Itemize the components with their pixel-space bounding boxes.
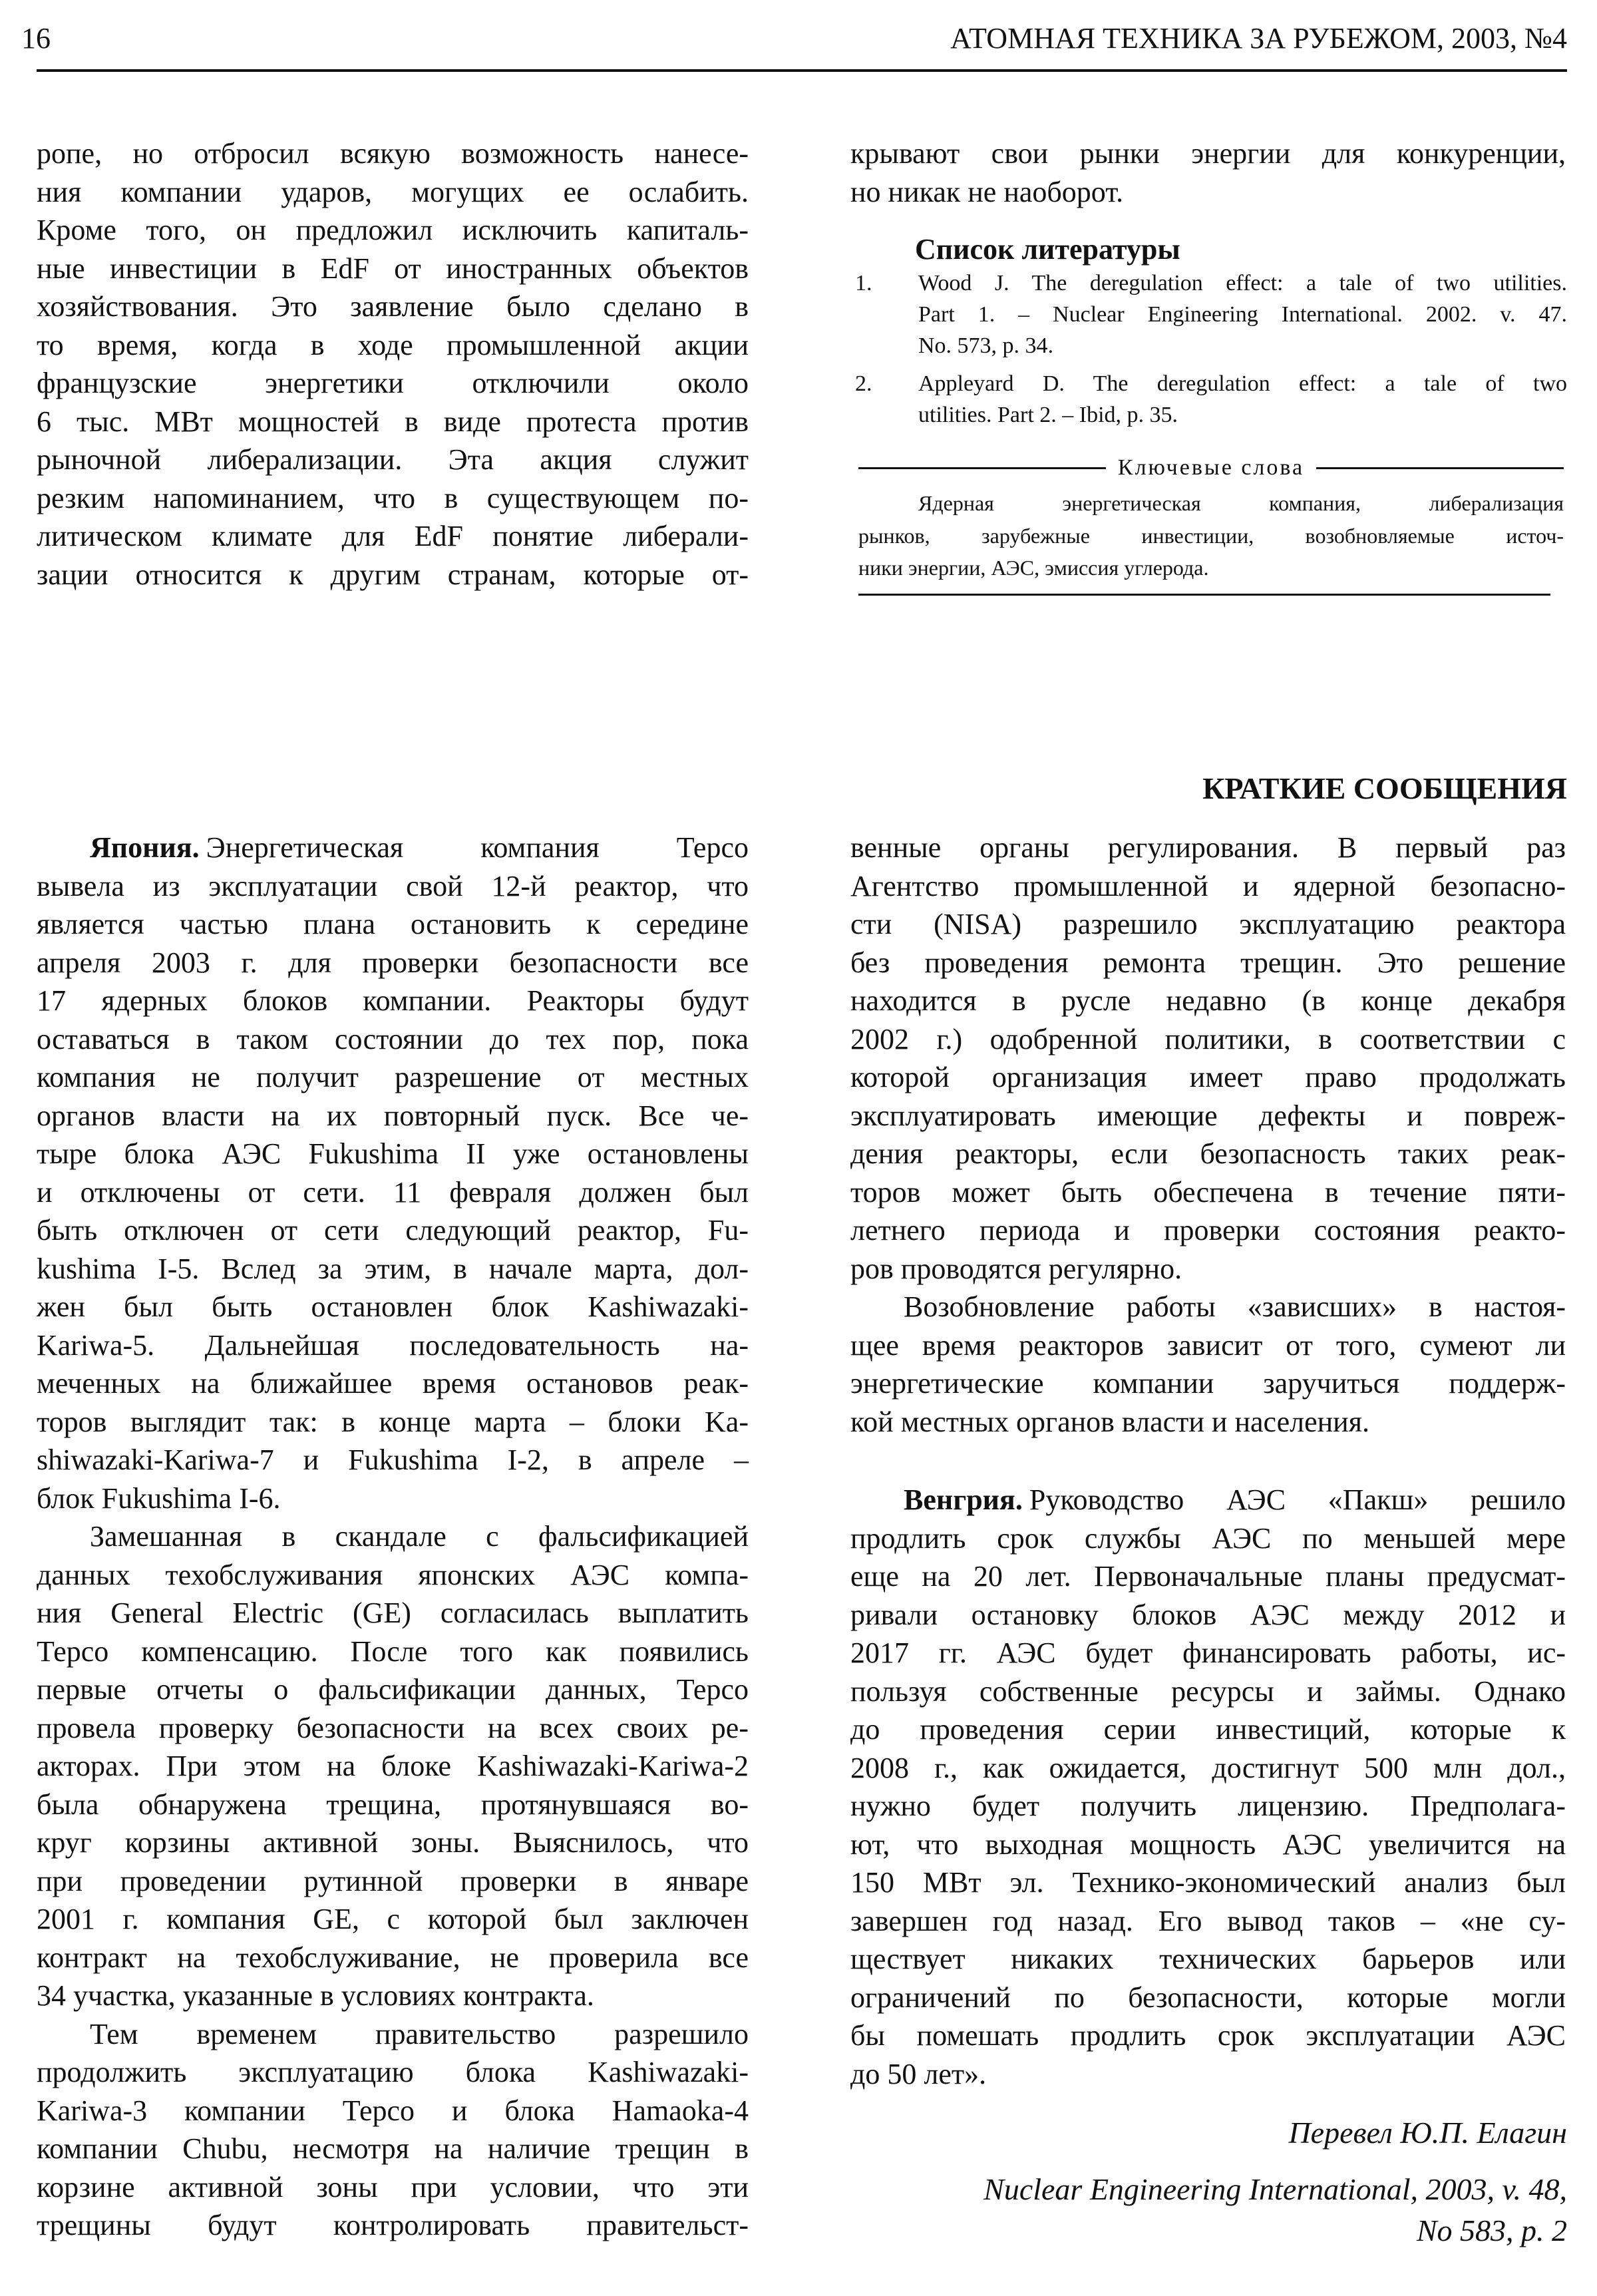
- text-line: компания не получит разрешение от местных: [37, 1061, 749, 1093]
- text-line: дения реакторы, если безопасность таких реак-: [850, 1137, 1566, 1170]
- paragraph-lead: Венгрия.: [904, 1483, 1023, 1516]
- text-line: крывают свои рынки энергии для конкуренции,: [850, 137, 1566, 170]
- text-line: без проведения ремонта трещин. Это решение: [850, 946, 1566, 979]
- text-line: 6 тыс. МВт мощностей в виде протеста против: [37, 405, 749, 438]
- article-continuation-right: [850, 134, 1566, 211]
- text-line: хозяйствования. Это заявление было сделано в: [37, 290, 749, 323]
- text-line: ривали остановку блоков АЭС между 2012 и: [850, 1598, 1566, 1631]
- text-line: но никак не наоборот.: [850, 175, 1124, 208]
- reference-number: 2.: [855, 371, 872, 396]
- text-line: тыре блока АЭС Fukushima II уже остановлены: [37, 1137, 749, 1170]
- text-line: 150 МВт эл. Технико-экономический анализ был: [850, 1866, 1566, 1899]
- text-line: Тем временем правительство разрешило: [90, 2017, 749, 2050]
- text-line: Part 1. – Nuclear Engineering International. 2002. v. 47.: [918, 302, 1567, 327]
- text-line: летнего периода и проверки состояния реакто-: [850, 1214, 1566, 1246]
- paragraph: [850, 1288, 1566, 1441]
- text-line: торов выглядит так: в конце марта – блоки Ka-: [37, 1405, 749, 1438]
- text-line: еще на 20 лет. Первоначальные планы предусмат-: [850, 1560, 1566, 1593]
- text-line: при проведении рутинной проверки в январе: [37, 1864, 749, 1897]
- paragraph: [37, 134, 749, 594]
- reference-number: 1.: [855, 271, 872, 295]
- text-line: пользуя собственные ресурсы и займы. Однако: [850, 1674, 1566, 1708]
- article-continuation-left: [37, 134, 749, 594]
- text-line: ров проводятся регулярно.: [850, 1252, 1182, 1285]
- text-line: органов власти на их повторный пуск. Все че-: [37, 1099, 749, 1132]
- text-line: оставаться в таком состоянии до тех пор, пока: [37, 1022, 749, 1055]
- paragraph: [37, 1517, 749, 2015]
- text-line: литическом климате для EdF понятие либерали-: [37, 520, 749, 552]
- text-line: Appleyard D. The deregulation effect: a tale of two: [918, 371, 1567, 396]
- text-line: и отключены от сети. 11 февраля должен был: [37, 1175, 749, 1209]
- paragraph: [37, 829, 749, 1517]
- text-line: бы помешать продлить срок эксплуатации АЭС: [850, 2019, 1566, 2052]
- text-line: нужно будет получить лицензию. Предполага-: [850, 1790, 1566, 1822]
- text-line: ществует никаких технических барьеров или: [850, 1943, 1566, 1975]
- section-title: КРАТКИЕ СООБЩЕНИЯ: [1202, 771, 1567, 805]
- text-line: Агентство промышленной и ядерной безопасно-: [850, 869, 1566, 902]
- text-line: 2017 гг. АЭС будет финансировать работы, ис-: [850, 1636, 1566, 1669]
- keywords-rule-left: [858, 467, 1106, 469]
- text-line: корзине активной зоны при условии, что эти: [37, 2170, 749, 2203]
- text-line: Япония. Энергетическая компания Терсо: [90, 831, 749, 864]
- reference-text: [918, 368, 1567, 431]
- translator-credit: Перевел Ю.П. Елагин: [1288, 2116, 1567, 2150]
- text-line: kushima I-5. Вслед за этим, в начале марта, дол-: [37, 1252, 749, 1285]
- text-line: ют, что выходная мощность АЭС увеличится на: [850, 1827, 1566, 1861]
- text-line: рынков, зарубежные инвестиции, возобновляемые источ-: [858, 523, 1564, 548]
- header-divider: [37, 69, 1567, 72]
- text-line: до 50 лет».: [850, 2057, 987, 2090]
- keywords-rule-right: [1316, 467, 1564, 469]
- news-japan-continued: [850, 829, 1566, 1441]
- text-line: то время, когда в ходе промышленной акции: [37, 328, 749, 361]
- source-citation-line1: Nuclear Engineering International, 2003, v. 48,: [983, 2172, 1567, 2206]
- text-line: торов может быть обеспечена в течение пяти-: [850, 1175, 1566, 1209]
- text-line: shiwazaki-Kariwa-7 и Fukushima I-2, в апреле –: [37, 1443, 749, 1476]
- text-line: первые отчеты о фальсификации данных, Терсо: [37, 1673, 749, 1706]
- source-citation-line2: No 583, p. 2: [1416, 2213, 1567, 2247]
- text-line: находится в русле недавно (в конце декабря: [850, 984, 1566, 1017]
- text-line: данных техобслуживания японских АЭС компа-: [37, 1558, 749, 1591]
- text-line: акторах. При этом на блоке Kashiwazaki-Kariwa-2: [37, 1750, 749, 1782]
- text-line: которой организация имеет право продолжать: [850, 1061, 1566, 1093]
- text-line: круг корзины активной зоны. Выяснилось, что: [37, 1826, 749, 1859]
- text-line: Возобновление работы «зависших» в настоя-: [904, 1290, 1566, 1323]
- text-line: продлить срок службы АЭС по меньшей мере: [850, 1521, 1566, 1555]
- text-line: Кроме того, он предложил исключить капиталь-: [37, 214, 749, 246]
- text-line: 2002 г.) одобренной политики, в соответствии с: [850, 1022, 1566, 1055]
- text-line: продолжить эксплуатацию блока Kashiwazaki-: [37, 2056, 749, 2088]
- text-line: эксплуатировать имеющие дефекты и повреж-: [850, 1099, 1566, 1132]
- text-line: ропе, но отбросил всякую возможность нанесе-: [37, 137, 749, 170]
- text-line: трещины будут контролировать правительст-: [37, 2209, 749, 2241]
- text-line: до проведения серии инвестиций, которые к: [850, 1713, 1566, 1746]
- paragraph: [850, 829, 1566, 1288]
- text-line: Замешанная в скандале с фальсификацией: [90, 1520, 749, 1553]
- text-line: апреля 2003 г. для проверки безопасности все: [37, 946, 749, 979]
- text-line: была обнаружена трещина, протянувшаяся во-: [37, 1788, 749, 1821]
- keywords-title: Ключевые слова: [1117, 455, 1305, 480]
- text-line: ния компании ударов, могущих ее ослабить.: [37, 175, 749, 208]
- text-line: провела проверку безопасности на всех своих ре-: [37, 1711, 749, 1744]
- text-line: вывела из эксплуатации свой 12-й реактор, что: [37, 869, 749, 902]
- text-line: жен был быть остановлен блок Kashiwazaki-: [37, 1290, 749, 1323]
- text-line: компании Chubu, несмотря на наличие трещин в: [37, 2132, 749, 2165]
- text-line: Венгрия. Руководство АЭС «Пакш» решило: [904, 1483, 1566, 1516]
- text-line: меченных на ближайшее время остановов реак-: [37, 1367, 749, 1400]
- text-line: щее время реакторов зависит от того, сумеют ли: [850, 1328, 1566, 1362]
- text-line: ники энергии, АЭС, эмиссия углерода.: [858, 556, 1209, 580]
- text-line: зации относится к другим странам, которые от-: [37, 558, 749, 591]
- text-line: 34 участка, указанные в условиях контракта.: [37, 1979, 594, 2012]
- text-line: Терсо компенсацию. После того как появились: [37, 1634, 749, 1668]
- text-line: Wood J. The deregulation effect: a tale of two utilities.: [918, 271, 1567, 295]
- keywords-heading: [858, 453, 1564, 483]
- text-line: быть отключен от сети следующий реактор, Fu-: [37, 1214, 749, 1246]
- text-line: сти (NISA) разрешило эксплуатацию реактора: [850, 908, 1566, 940]
- page-number: 16: [21, 22, 51, 55]
- text-line: блок Fukushima I-6.: [37, 1481, 281, 1515]
- text-line: No. 573, p. 34.: [918, 333, 1054, 358]
- references-title: Список литературы: [915, 233, 1180, 266]
- text-line: Ядерная энергетическая компания, либерализация: [918, 491, 1564, 515]
- paragraph: [37, 2015, 749, 2245]
- text-line: кой местных органов власти и населения.: [850, 1405, 1369, 1438]
- text-line: ограничений по безопасности, которые могли: [850, 1981, 1566, 2014]
- keywords-bottom-rule: [858, 594, 1550, 596]
- text-line: венные органы регулирования. В первый раз: [850, 831, 1566, 864]
- text-line: 2008 г., как ожидается, достигнут 500 млн дол.,: [850, 1751, 1566, 1784]
- news-japan: [37, 829, 749, 2245]
- keywords-text: [858, 487, 1564, 584]
- text-line: Kariwa-3 компании Терсо и блока Hamaoka-4: [37, 2094, 749, 2127]
- text-line: завершен год назад. Его вывод таков – «не су-: [850, 1904, 1566, 1937]
- text-line: контракт на техобслуживание, не проверила все: [37, 1941, 749, 1974]
- text-line: является частью плана остановить к середине: [37, 908, 749, 940]
- text-line: utilities. Part 2. – Ibid, p. 35.: [918, 403, 1178, 427]
- news-hungary: [850, 1481, 1566, 2093]
- reference-text: [918, 268, 1567, 361]
- journal-running-title: АТОМНАЯ ТЕХНИКА ЗА РУБЕЖОМ, 2003, №4: [950, 22, 1567, 55]
- text-line: 17 ядерных блоков компании. Реакторы будут: [37, 984, 749, 1017]
- text-line: 2001 г. компания GE, с которой был заключен: [37, 1903, 749, 1935]
- paragraph: [850, 134, 1566, 211]
- text-line: Kariwa-5. Дальнейшая последовательность на-: [37, 1328, 749, 1362]
- text-line: резким напоминанием, что в существующем по-: [37, 481, 749, 514]
- text-line: рыночной либерализации. Эта акция служит: [37, 443, 749, 476]
- text-line: французские энергетики отключили около: [37, 367, 749, 399]
- paragraph: [850, 1481, 1566, 2093]
- text-line: ные инвестиции в EdF от иностранных объектов: [37, 252, 749, 285]
- text-line: энергетические компании заручиться поддерж-: [850, 1367, 1566, 1400]
- text-line: ния General Electric (GE) согласилась выплатить: [37, 1597, 749, 1629]
- paragraph-lead: Япония.: [90, 831, 200, 864]
